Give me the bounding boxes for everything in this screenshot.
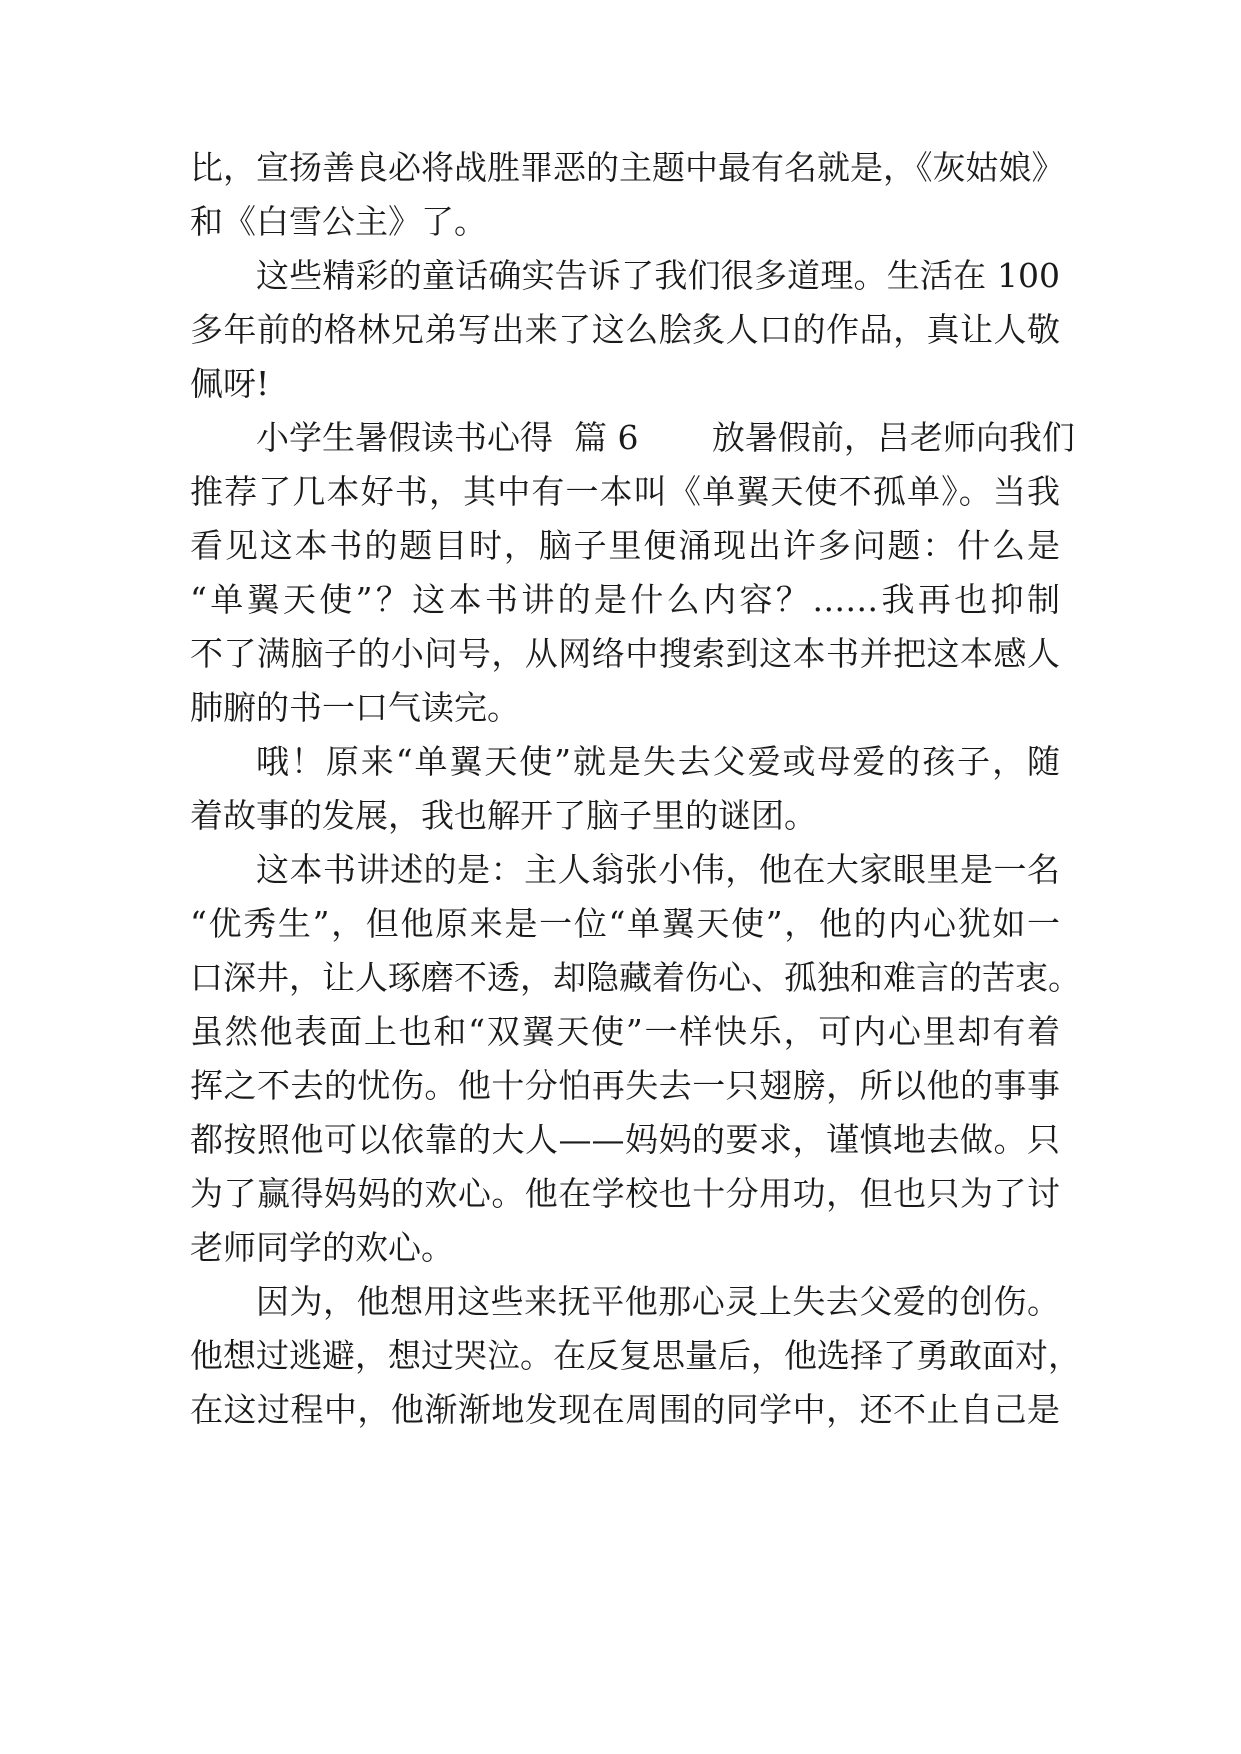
text-line: 虽然他表面上也和“双翼天使”一样快乐，可内心里却有着: [190, 1012, 1060, 1051]
text-line: 多年前的格林兄弟写出来了这么脍炙人口的作品，真让人敬: [190, 310, 1060, 349]
text-line: 着故事的发展，我也解开了脑子里的谜团。: [190, 796, 817, 835]
text-line: 挥之不去的忧伤。他十分怕再失去一只翅膀，所以他的事事: [190, 1066, 1060, 1105]
text-line: “单翼天使”？这本书讲的是什么内容？……我再也抑制: [190, 580, 1060, 619]
text-line: 在这过程中，他渐渐地发现在周围的同学中，还不止自己是: [190, 1390, 1060, 1429]
paragraph-first-line: 这些精彩的童话确实告诉了我们很多道理。生活在 100: [256, 256, 1060, 295]
paragraph-first-line: 哦！原来“单翼天使”就是失去父爱或母爱的孩子，随: [256, 742, 1060, 781]
text-line: “优秀生”，但他原来是一位“单翼天使”，他的内心犹如一: [190, 904, 1060, 943]
text-line: 佩呀!: [190, 364, 270, 403]
text-line: 都按照他可以依靠的大人——妈妈的要求，谨慎地去做。只: [190, 1120, 1060, 1159]
paragraph-first-line: 这本书讲述的是：主人翁张小伟，他在大家眼里是一名: [256, 850, 1060, 889]
text-line: 他想过逃避，想过哭泣。在反复思量后，他选择了勇敢面对，: [190, 1336, 1081, 1375]
text-line: 推荐了几本好书，其中有一本叫《单翼天使不孤单》。当我: [190, 472, 1060, 511]
text-line: 肺腑的书一口气读完。: [190, 688, 520, 727]
text-line: 为了赢得妈妈的欢心。他在学校也十分用功，但也只为了讨: [190, 1174, 1060, 1213]
text-line: 老师同学的欢心。: [190, 1228, 454, 1267]
paragraph-first-line: 因为，他想用这些来抚平他那心灵上失去父爱的创伤。: [256, 1282, 1060, 1321]
text-line: 口深井，让人琢磨不透，却隐藏着伤心、孤独和难言的苦衷。: [190, 958, 1081, 997]
text-line: 不了满脑子的小问号，从网络中搜索到这本书并把这本感人: [190, 634, 1060, 673]
text-line: 和《白雪公主》了。: [190, 202, 487, 241]
section-heading-line: 小学生暑假读书心得 篇 6 放暑假前，吕老师向我们: [256, 418, 1075, 457]
text-line: 比，宣扬善良必将战胜罪恶的主题中最有名就是，《灰姑娘》: [190, 148, 1065, 187]
text-line: 看见这本书的题目时，脑子里便涌现出许多问题：什么是: [190, 526, 1060, 565]
